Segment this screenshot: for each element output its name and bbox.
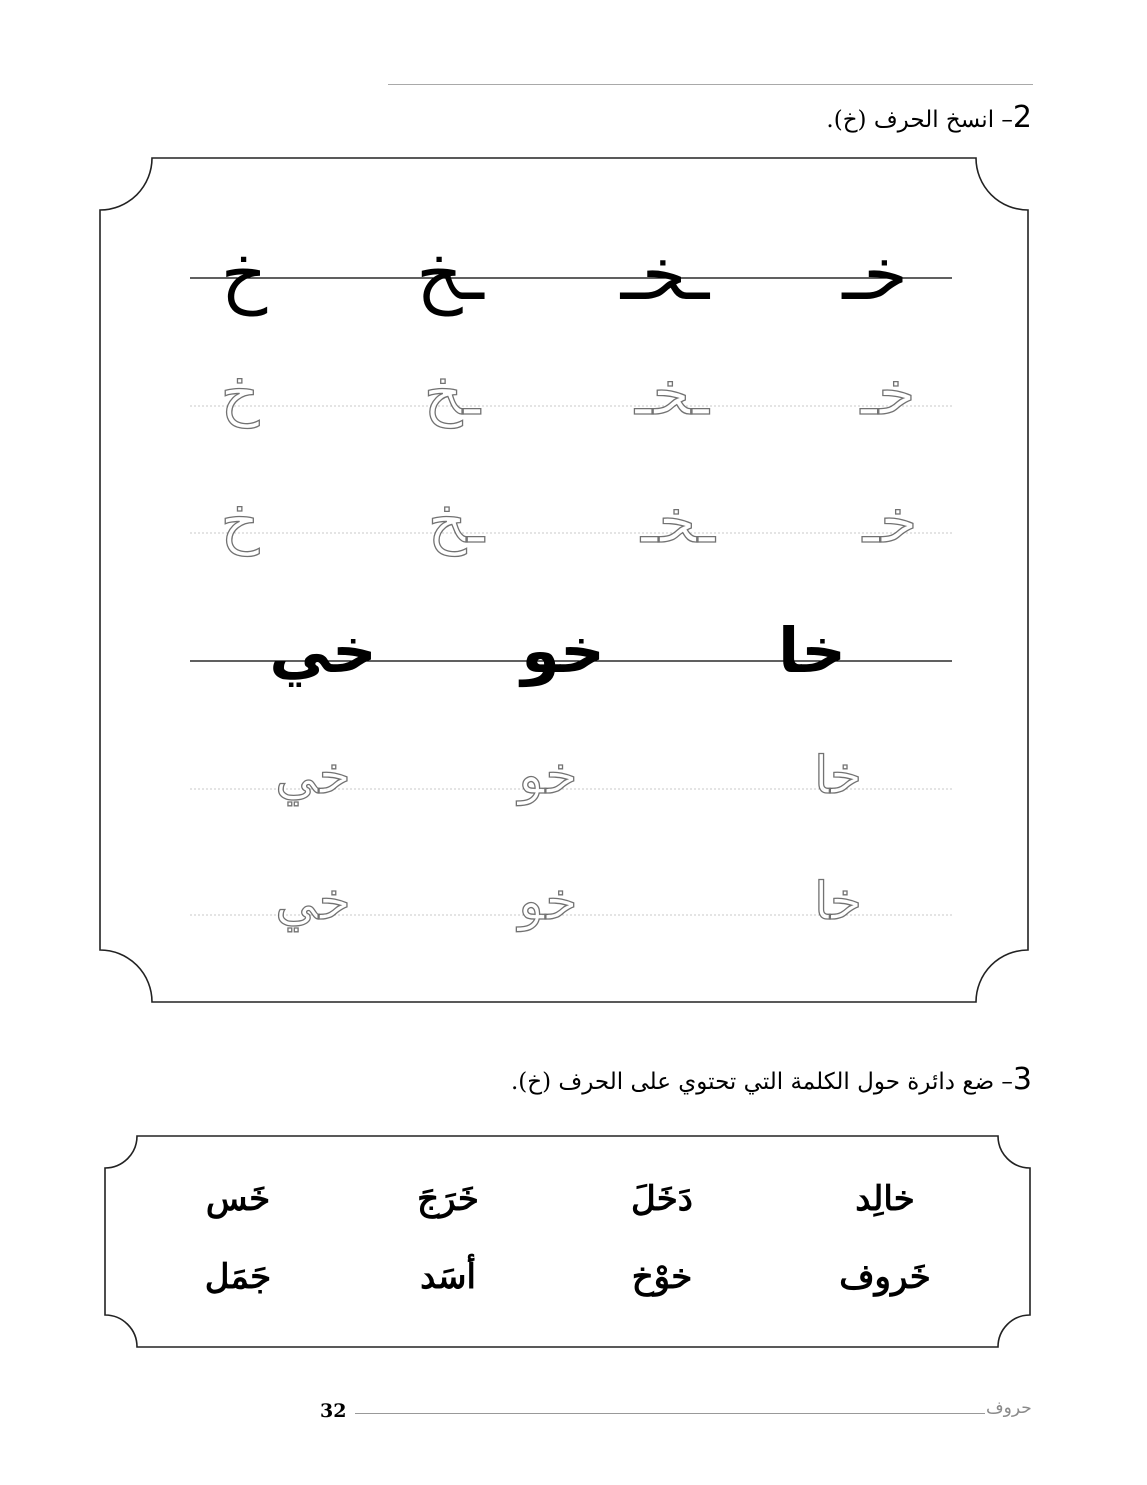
word-option[interactable]: دَخَلَ: [631, 1179, 693, 1219]
exercise-3-number: 3: [1012, 1062, 1032, 1097]
word-option[interactable]: أسَد: [420, 1257, 476, 1297]
word-option[interactable]: جَمَل: [204, 1257, 272, 1297]
syllable: خو: [521, 614, 605, 687]
dotted-syllable: خو: [518, 872, 578, 932]
book-title: حروف: [986, 1398, 1032, 1418]
letter-final: ـخ: [416, 232, 484, 316]
word-option[interactable]: خالِد: [855, 1179, 915, 1219]
dotted-letter: خـ: [862, 487, 918, 557]
letter-initial: خـ: [842, 232, 908, 316]
dotted-letter: ـخ: [423, 359, 481, 429]
word-option[interactable]: خَروف: [839, 1257, 931, 1297]
dotted-syllable: خي: [275, 872, 351, 932]
syllable: خا: [778, 614, 846, 687]
exercise-2-text: – انسخ الحرف (خ).: [826, 107, 1013, 133]
dotted-syllable: خا: [814, 746, 862, 806]
dotted-letter: خ: [220, 359, 260, 429]
dotted-syllable: خي: [275, 746, 351, 806]
word-option[interactable]: خَس: [205, 1179, 271, 1219]
page-number: 32: [320, 1400, 347, 1422]
word-option[interactable]: خَرَجَ: [417, 1179, 479, 1219]
syllable: خي: [269, 614, 377, 687]
exercise-3-instruction: [511, 1062, 1032, 1097]
dotted-letter: ـخ: [427, 487, 485, 557]
dotted-letter: خـ: [860, 359, 916, 429]
dotted-letter: ـخـ: [641, 487, 715, 557]
footer-divider: [355, 1413, 985, 1414]
exercise-2-number: 2: [1012, 100, 1032, 135]
dotted-syllable: خا: [814, 872, 862, 932]
letter-isolated: خ: [220, 232, 268, 316]
dotted-syllable: خو: [518, 746, 578, 806]
exercise-3-text: – ضع دائرة حول الكلمة التي تحتوي على الحرف (خ).: [510, 1069, 1013, 1095]
dotted-letter: ـخـ: [635, 359, 709, 429]
words-frame: [105, 1136, 1030, 1347]
word-option[interactable]: خوْخ: [631, 1257, 693, 1297]
letter-medial: ـخـ: [620, 232, 710, 316]
dotted-letter: خ: [220, 487, 260, 557]
